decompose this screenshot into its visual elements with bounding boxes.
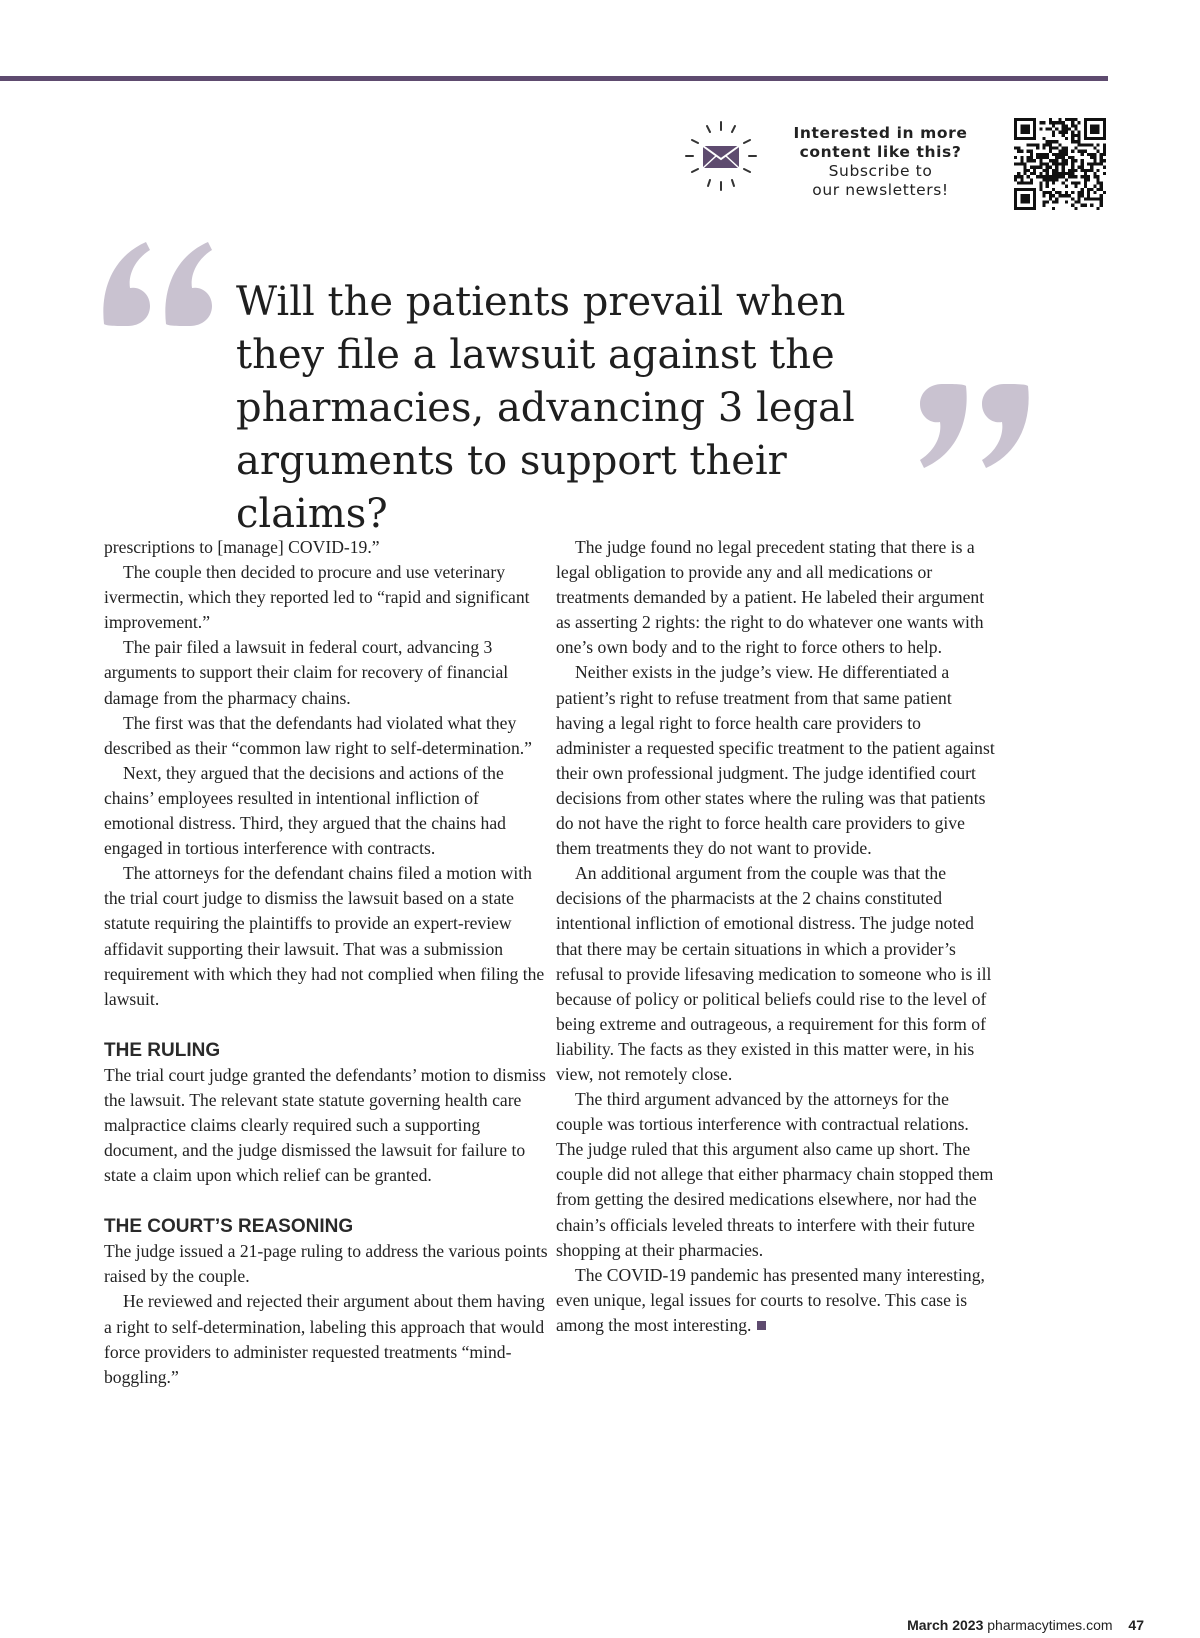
envelope-icon[interactable]	[680, 118, 762, 198]
open-quote-mark-icon	[100, 240, 220, 330]
qr-code-icon[interactable]	[1014, 118, 1106, 210]
promo-line-3: Subscribe to	[828, 162, 933, 180]
paragraph: The judge issued a 21-page ruling to address the various points raised by the couple.	[104, 1241, 548, 1287]
section-heading-reasoning: THE COURT’S REASONING	[104, 1216, 354, 1238]
promo-line-2: content like this?	[799, 143, 962, 161]
issue-date: March 2023	[907, 1617, 984, 1633]
paragraph: The third argument advanced by the attorneys for the couple was tortious interference with contractual relations. The judge ruled that this argument also came up short. The couple did not allege that either pharmacy chain stopped them from getting the desired medications elsewhere, nor had the chain’s officials leveled threats to interfere with their future shopping at their pharmacies.	[556, 1089, 994, 1260]
paragraph: The judge found no legal precedent stating that there is a legal obligation to provide any and all medications or treatments demanded by a patient. He labeled their argument as asserting 2 rights: the right to do whatever one wants with one’s own body and to the right to force others to help.	[556, 537, 985, 658]
newsletter-promo-text[interactable]	[788, 124, 973, 200]
end-mark-icon	[757, 1321, 766, 1330]
article-column-right	[556, 535, 996, 1338]
paragraph: An additional argument from the couple was that the decisions of the pharmacists at the 2 chains constituted intentional infliction of emotional distress. The judge noted that there may be certain situations in which a provider’s refusal to provide lifesaving medication to someone who is ill because of policy or political beliefs could rise to the level of being extreme and outrageous, a requirement for this form of liability. The facts as they existed in this matter were, in his view, not remotely close.	[556, 863, 992, 1084]
section-heading-ruling: THE RULING	[104, 1039, 221, 1061]
final-paragraph-text: The COVID-19 pandemic has presented many interesting, even unique, legal issues for courts to resolve. This case is among the most interesting.	[556, 1264, 985, 1335]
promo-line-4: our newsletters!	[812, 181, 949, 199]
paragraph-final	[556, 1263, 996, 1338]
paragraph: The first was that the defendants had violated what they described as their “common law right to self-determination.”	[104, 712, 532, 758]
website-link[interactable]: pharmacytimes.com	[987, 1617, 1113, 1633]
article-column-left	[104, 535, 549, 1390]
page-number: 47	[1128, 1617, 1144, 1633]
top-rule	[0, 76, 1108, 81]
paragraph: He reviewed and rejected their argument about them having a right to self-determination, labeling this approach that would force providers to administer requested treatments “mind-boggling.”	[104, 1291, 545, 1387]
paragraph: prescriptions to [manage] COVID-19.”	[104, 537, 380, 557]
paragraph: The pair filed a lawsuit in federal court, advancing 3 arguments to support their claim for recovery of financial damage from the pharmacy chains.	[104, 637, 509, 708]
page-footer	[907, 1617, 1144, 1633]
pull-quote: Will the patients prevail when they file a lawsuit against the pharmacies, advancing 3 legal arguments to support their claims?	[236, 279, 855, 537]
paragraph: Next, they argued that the decisions and actions of the chains’ employees resulted in intentional infliction of emotional distress. Third, they argued that the chains had engaged in tortious interference with contracts.	[104, 762, 506, 859]
paragraph: The attorneys for the defendant chains filed a motion with the trial court judge to dismiss the lawsuit based on a state statute requiring the plaintiffs to provide an expert-review affidavit supporting their lawsuit. That was a submission requirement with which they had not complied when filing the lawsuit.	[104, 863, 545, 1009]
close-quote-mark-icon	[918, 382, 1034, 470]
paragraph: The trial court judge granted the defendants’ motion to dismiss the lawsuit. The relevant state statute governing health care malpractice claims clearly required such a supporting document, and the judge dismissed the lawsuit for failure to state a claim upon which relief can be granted.	[104, 1064, 546, 1186]
paragraph: The couple then decided to procure and use veterinary ivermectin, which they reported led to “rapid and significant improvement.”	[104, 562, 530, 633]
promo-line-1: Interested in more	[793, 124, 968, 142]
paragraph: Neither exists in the judge’s view. He differentiated a patient’s right to refuse treatment from that same patient having a legal right to force health care providers to administer a requested specific treatment to the patient against their own professional judgment. The judge identified court decisions from other states where the ruling was that patients do not have the right to force health care providers to give them treatments they do not want to provide.	[556, 662, 995, 859]
